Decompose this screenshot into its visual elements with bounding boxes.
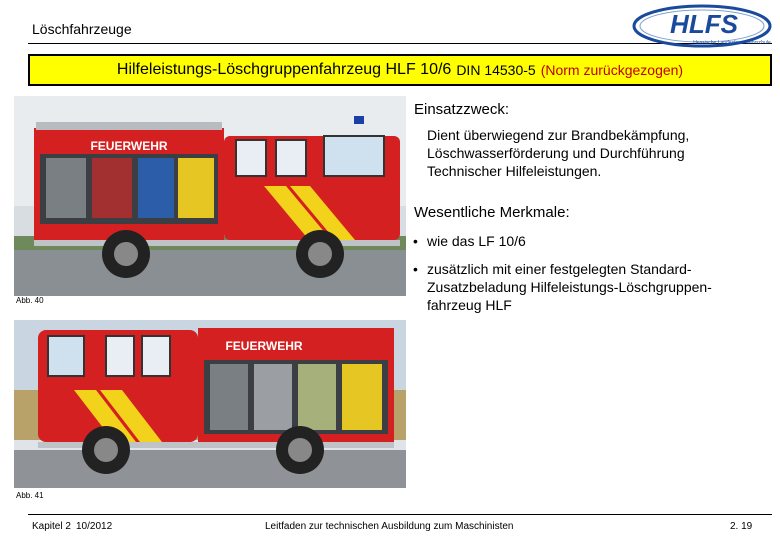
feature-text: Zusatzbeladung Hilfeleistungs-Löschgruppen-	[427, 279, 712, 295]
title-main: Hilfeleistungs-Löschgruppenfahrzeug HLF 10/6	[116, 61, 452, 78]
feature-bullet-2	[413, 260, 773, 314]
footer-date: 10/2012	[76, 521, 113, 532]
purpose-text	[427, 126, 689, 180]
title-bar	[28, 54, 772, 86]
purpose-line: Löschwasserförderung und Durchführung	[427, 145, 685, 161]
figure-caption-1: Abb. 40	[16, 296, 44, 305]
feature-text: wie das LF 10/6	[427, 233, 526, 249]
bullet-icon: •	[413, 233, 418, 249]
vehicle-photo-2	[14, 320, 406, 488]
purpose-heading: Einsatzzweck:	[414, 101, 510, 118]
feature-text: fahrzeug HLF	[427, 297, 512, 313]
footer-divider	[28, 514, 772, 515]
footer-center: Leitfaden zur technischen Ausbildung zum Maschinisten	[265, 521, 514, 532]
purpose-line: Dient überwiegend zur Brandbekämpfung,	[427, 127, 690, 143]
title-note: (Norm zurückgezogen)	[540, 62, 684, 78]
features-heading: Wesentliche Merkmale:	[414, 204, 570, 221]
vehicle-photo-1	[14, 96, 406, 296]
purpose-line: Technischer Hilfeleistungen.	[427, 163, 602, 179]
footer-chapter: Kapitel 2	[32, 521, 71, 532]
feature-text: zusätzlich mit einer festgelegten Standard-	[427, 261, 692, 277]
title-din: DIN 14530-5	[456, 62, 536, 78]
page-number: 2. 19	[730, 521, 753, 532]
svg-text:HLFS: HLFS	[670, 9, 738, 39]
feature-bullet-1	[413, 232, 773, 250]
figure-caption-2: Abb. 41	[16, 491, 44, 500]
svg-text:FEUERWEHR: FEUERWEHR	[90, 139, 168, 153]
hlfs-logo	[632, 4, 772, 48]
header-title: Löschfahrzeuge	[32, 21, 132, 37]
bullet-icon: •	[413, 261, 418, 277]
svg-text:FEUERWEHR: FEUERWEHR	[225, 339, 303, 353]
svg-text:Hessische Landesfeuerwehrschul: Hessische Landesfeuerwehrschule	[693, 40, 771, 46]
